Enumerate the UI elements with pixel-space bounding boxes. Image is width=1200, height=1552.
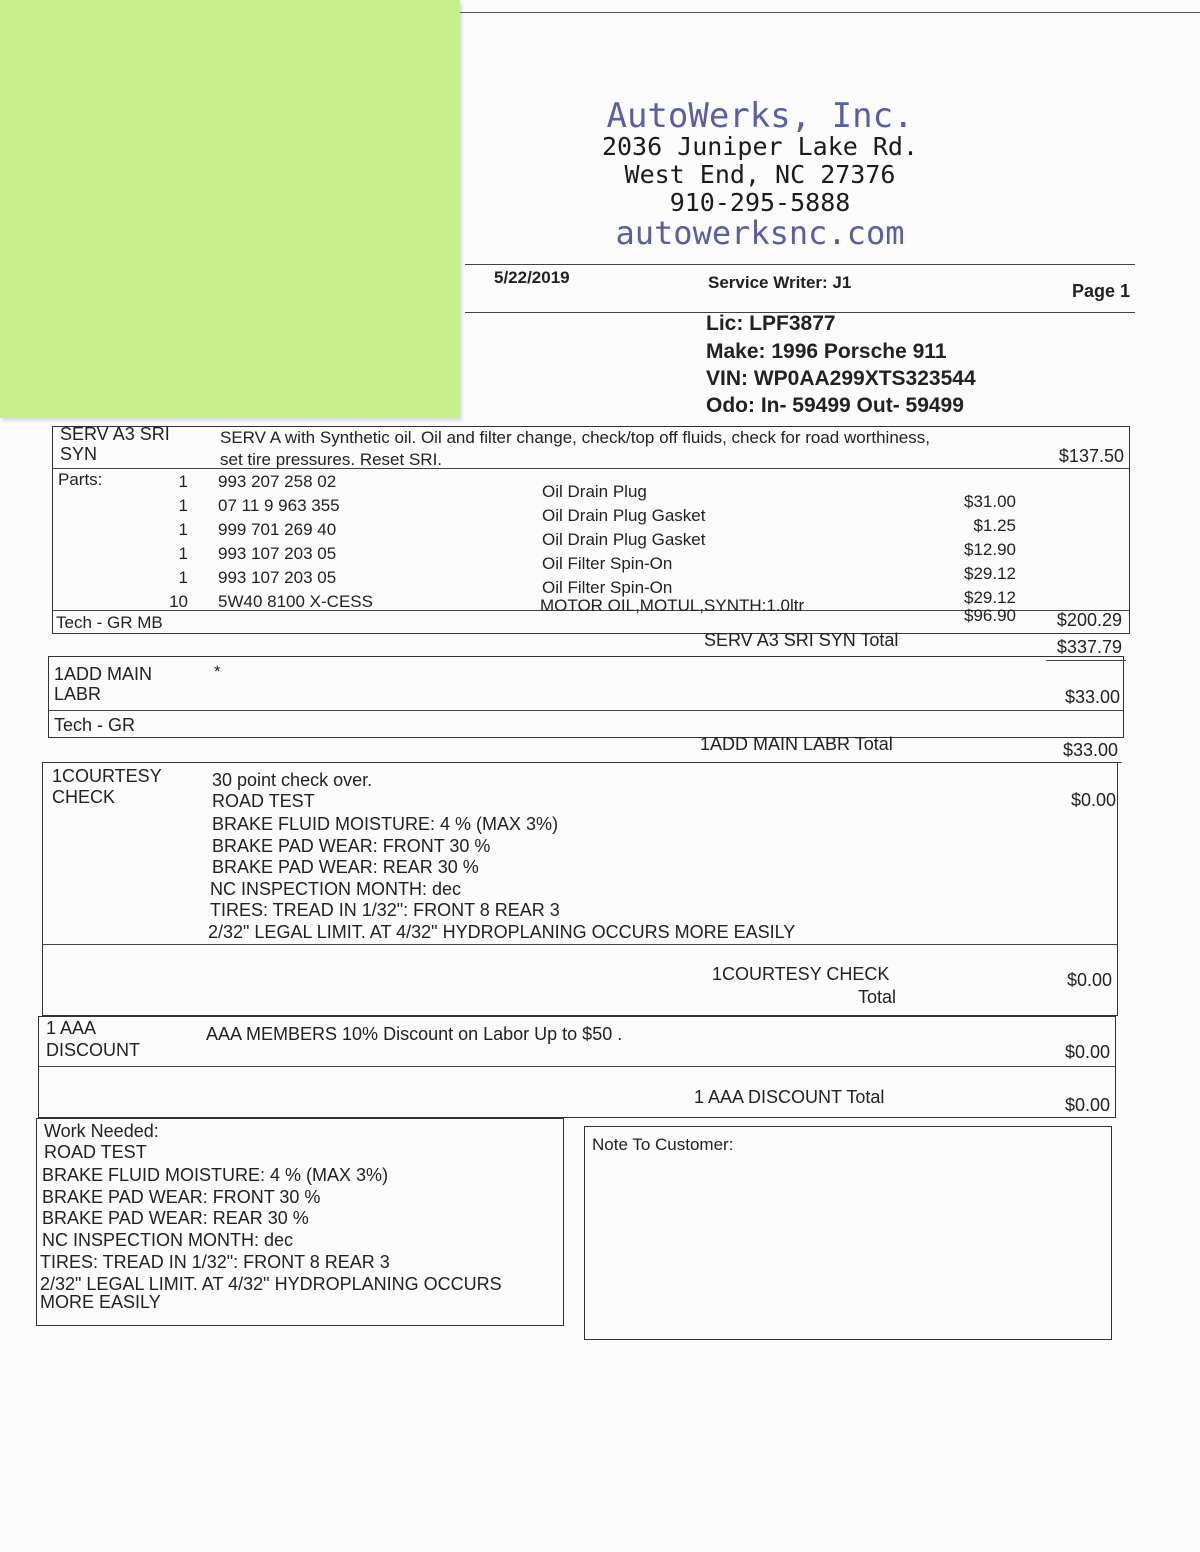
serv-total-label: SERV A3 SRI SYN Total [704,630,899,650]
part-qty: 10 [169,592,188,611]
part-number: 993 107 203 05 [218,568,337,587]
part-number: 5W40 8100 X-CESS [218,592,373,611]
vehicle-lic: Lic: LPF3877 [706,312,836,335]
part-number: 07 11 9 963 355 [218,496,340,515]
part-qty: 1 [178,520,188,539]
serv-tech: Tech - GR MB [56,613,163,632]
add-marker: * [214,662,221,681]
part-description: MOTOR OIL,MOTUL,SYNTH:1.0ltr [540,596,805,615]
part-description: Oil Drain Plug Gasket [542,530,706,549]
courtesy-line: ROAD TEST [212,791,315,811]
part-qty: 1 [178,472,188,491]
part-qty: 1 [178,544,188,563]
business-website: autowerksnc.com [615,214,905,252]
page-number: Page 1 [1072,281,1131,301]
work-needed-title: Work Needed: [44,1121,159,1141]
work-needed-line: BRAKE PAD WEAR: REAR 30 % [42,1208,309,1228]
business-name: AutoWerks, Inc. [606,96,914,136]
aaa-code-line2: DISCOUNT [46,1040,140,1060]
add-total-amount: $33.00 [1062,740,1118,760]
courtesy-total-label: 1COURTESY CHECK [712,964,890,984]
serv-description-line1: SERV A with Synthetic oil. Oil and filter change, check/top off fluids, check for road worthiness, [220,428,930,447]
work-needed-line: TIRES: TREAD IN 1/32": FRONT 8 REAR 3 [40,1252,390,1272]
part-qty: 1 [178,568,188,587]
vehicle-vin: VIN: WP0AA299XTS323544 [706,367,976,390]
add-job-box [48,656,1124,738]
courtesy-code-line1: 1COURTESY [52,766,162,786]
courtesy-labor-amount: $0.00 [1070,790,1116,810]
serv-code-line2: SYN [60,444,98,464]
note-to-customer-label: Note To Customer: [592,1135,734,1154]
add-code-line1: 1ADD MAIN [54,664,153,684]
aaa-description: AAA MEMBERS 10% Discount on Labor Up to $50 . [206,1024,623,1044]
add-job-divider [48,710,1124,711]
courtesy-line: BRAKE PAD WEAR: REAR 30 % [212,857,479,877]
courtesy-line: 30 point check over. [212,770,373,790]
part-price: $1.25 [973,516,1016,535]
courtesy-line: NC INSPECTION MONTH: dec [210,879,462,899]
part-description: Oil Filter Spin-On [542,554,673,573]
work-needed-line: BRAKE PAD WEAR: FRONT 30 % [42,1187,321,1207]
serv-parts-total: $200.29 [1056,610,1122,630]
part-price: $31.00 [964,492,1016,511]
courtesy-job-box [42,762,1118,1016]
courtesy-line: TIRES: TREAD IN 1/32": FRONT 8 REAR 3 [210,900,560,920]
work-needed-line: MORE EASILY [40,1292,161,1312]
courtesy-job-divider [42,944,1118,945]
part-price: $12.90 [964,540,1016,559]
invoice-date: 5/22/2019 [494,268,570,287]
part-price: $29.12 [964,564,1016,583]
part-description: Oil Drain Plug Gasket [542,506,706,525]
add-code-line2: LABR [54,684,102,704]
business-street: 2036 Juniper Lake Rd. [601,132,919,161]
work-needed-line: ROAD TEST [44,1142,147,1162]
aaa-total-amount: $0.00 [1064,1095,1110,1115]
part-number: 993 207 258 02 [218,472,337,491]
vehicle-make: Make: 1996 Porsche 911 [706,340,947,363]
part-description: Oil Filter Spin-On [542,578,673,597]
sticky-note [0,0,460,418]
part-description: Oil Drain Plug [542,482,647,501]
serv-labor-amount: $137.50 [1058,446,1124,466]
serv-description-line2: set tire pressures. Reset SRI. [220,450,443,469]
business-phone: 910-295-5888 [669,188,851,217]
aaa-total-label: 1 AAA DISCOUNT Total [694,1087,885,1107]
courtesy-code-line2: CHECK [52,787,116,807]
part-qty: 1 [178,496,188,515]
add-total-label: 1ADD MAIN LABR Total [700,734,893,754]
add-tech: Tech - GR [54,715,136,735]
courtesy-line: BRAKE PAD WEAR: FRONT 30 % [212,836,491,856]
serv-total-amount: $337.79 [1056,637,1122,657]
serv-code-line1: SERV A3 SRI [60,424,170,444]
serv-parts-label: Parts: [58,470,103,489]
courtesy-total-amount: $0.00 [1066,970,1112,990]
part-price: $96.90 [964,606,1016,625]
part-price: $29.12 [964,588,1016,607]
aaa-job-divider [38,1066,1116,1067]
part-row [0,544,1200,583]
business-city: West End, NC 27376 [624,160,896,189]
part-number: 999 701 269 40 [218,520,337,539]
header-rule-top [465,264,1135,265]
vehicle-odo: Odo: In- 59499 Out- 59499 [706,394,964,417]
aaa-labor-amount: $0.00 [1064,1042,1110,1062]
work-needed-line: BRAKE FLUID MOISTURE: 4 % (MAX 3%) [42,1165,389,1185]
serv-job-divider [52,468,1130,469]
courtesy-total-label2: Total [858,987,897,1007]
aaa-code-line1: 1 AAA [46,1018,97,1038]
courtesy-line: BRAKE FLUID MOISTURE: 4 % (MAX 3%) [212,814,559,834]
courtesy-line: 2/32" LEGAL LIMIT. AT 4/32" HYDROPLANING OCCURS MORE EASILY [208,922,796,942]
add-labor-amount: $33.00 [1064,687,1120,707]
part-number: 993 107 203 05 [218,544,337,563]
work-needed-line: 2/32" LEGAL LIMIT. AT 4/32" HYDROPLANING OCCURS [40,1274,502,1294]
work-needed-line: NC INSPECTION MONTH: dec [42,1230,294,1250]
note-to-customer-box [584,1126,1112,1340]
service-writer: Service Writer: J1 [708,273,852,292]
top-rule [460,12,1200,13]
